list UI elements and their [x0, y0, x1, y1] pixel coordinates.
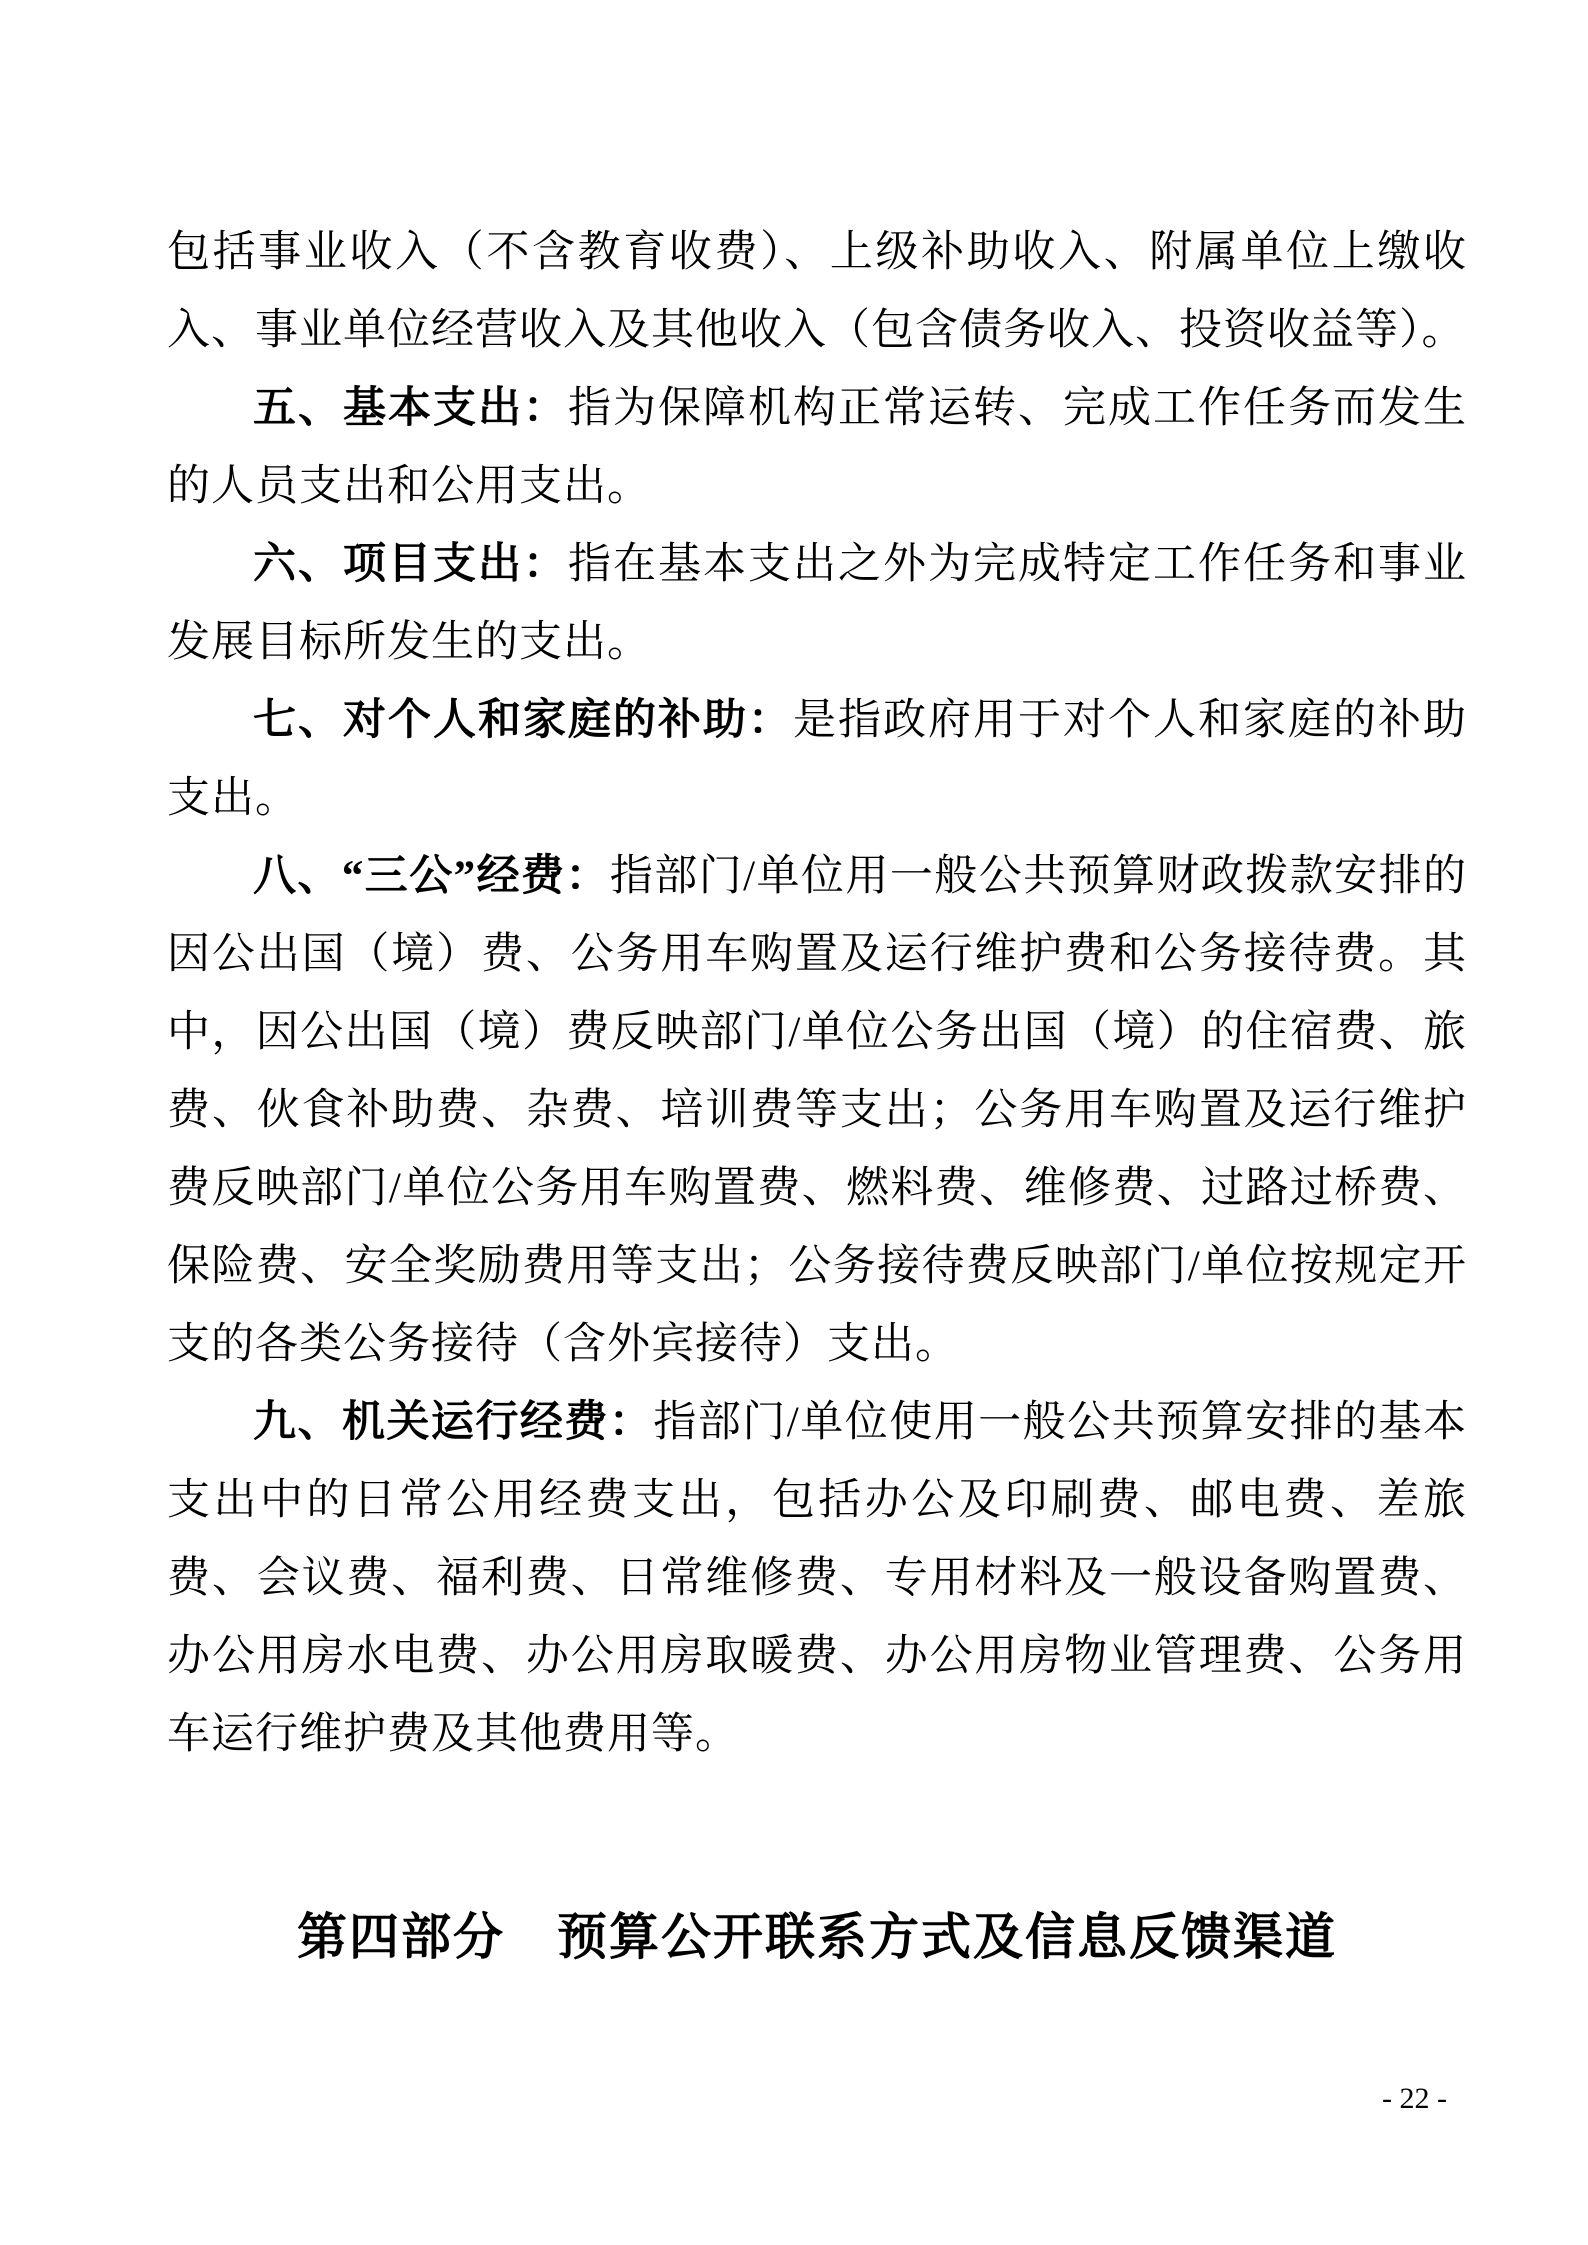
body-paragraph	[167, 682, 1467, 838]
paragraph-text: 指在基本支出之外为完成特定工作任务和事业发展目标所发生的支出。	[167, 541, 1467, 666]
paragraph-text: 指为保障机构正常运转、完成工作任务而发生的人员支出和公用支出。	[167, 385, 1467, 510]
paragraph-term-label: 八、“三公”经费：	[253, 853, 610, 900]
body-paragraph	[167, 1384, 1467, 1774]
paragraph-text: 是指政府用于对个人和家庭的补助支出。	[167, 697, 1467, 822]
body-paragraph	[167, 214, 1467, 370]
paragraph-term-label: 五、基本支出：	[253, 385, 568, 432]
paragraph-term-label: 六、项目支出：	[253, 541, 568, 588]
page-number: - 22 -	[1382, 2082, 1447, 2115]
section-heading: 第四部分 预算公开联系方式及信息反馈渠道	[297, 1909, 1337, 1965]
paragraph-text: 指部门/单位使用一般公共预算安排的基本支出中的日常公用经费支出，包括办公及印刷费、邮电费、差旅费、会议费、福利费、日常维修费、专用材料及一般设备购置费、办公用房水电费、办公用房取暖费、办公用房物业管理费、公务用车运行维护费及其他费用等。	[167, 1399, 1468, 1758]
paragraph-text: 包括事业收入（不含教育收费）、上级补助收入、附属单位上缴收入、事业单位经营收入及其他收入（包含债务收入、投资收益等）。	[167, 229, 1467, 354]
paragraph-text: 指部门/单位用一般公共预算财政拨款安排的因公出国（境）费、公务用车购置及运行维护费和公务接待费。其中，因公出国（境）费反映部门/单位公务出国（境）的住宿费、旅费、伙食补助费、杂费、培训费等支出；公务用车购置及运行维护费反映部门/单位公务用车购置费、燃料费、维修费、过路过桥费、保险费、安全奖励费用等支出；公务接待费反映部门/单位按规定开支的各类公务接待（含外宾接待）支出。	[167, 853, 1467, 1368]
paragraph-term-label: 九、机关运行经费：	[253, 1399, 654, 1446]
body-paragraph	[167, 370, 1467, 526]
body-paragraph	[167, 838, 1467, 1384]
paragraph-term-label: 七、对个人和家庭的补助：	[253, 697, 793, 744]
document-body	[167, 214, 1467, 1976]
body-paragraph	[167, 526, 1467, 682]
